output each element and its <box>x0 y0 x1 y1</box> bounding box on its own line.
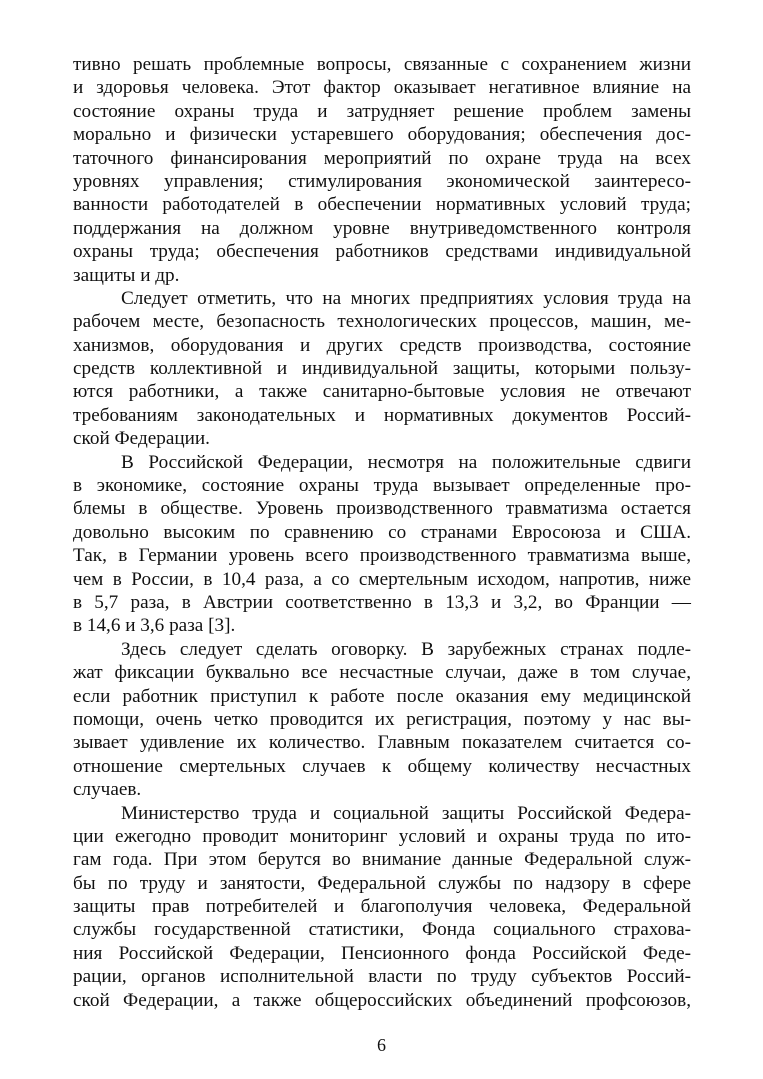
text-line: бы по труду и занятости, Федеральной службы по надзору в сфере <box>73 872 691 894</box>
text-line: В Российской Федерации, несмотря на положительные сдвиги <box>121 451 691 473</box>
text-line: в 14,6 и 3,6 раза [3]. <box>73 615 236 637</box>
text-line: ской Федерации. <box>73 428 210 450</box>
text-line: жат фиксации буквально все несчастные случаи, даже в том случае, <box>73 662 691 684</box>
text-line: блемы в обществе. Уровень производственного травматизма остается <box>73 498 691 520</box>
text-line: зывает удивление их количество. Главным показателем считается со- <box>73 732 691 754</box>
text-line: тивно решать проблемные вопросы, связанные с сохранением жизни <box>73 54 691 75</box>
text-line: ются работники, а также санитарно-бытовые условия не отвечают <box>73 381 691 403</box>
text-line: если работник приступил к работе после оказания ему медицинской <box>73 685 691 707</box>
text-line: ванности работодателей в обеспечении нормативных условий труда; <box>73 194 691 216</box>
text-line: таточного финансирования мероприятий по охране труда на всех <box>73 147 691 169</box>
text-line: ции ежегодно проводит мониторинг условий и охраны труда по ито- <box>73 825 691 847</box>
text-line: ханизмов, оборудования и других средств производства, состояние <box>73 334 691 356</box>
text-line: помощи, очень четко проводится их регистрация, поэтому у нас вы- <box>73 708 691 730</box>
text-line: Следует отметить, что на многих предприятиях условия труда на <box>121 287 691 309</box>
text-line: ской Федерации, а также общероссийских объединений профсоюзов, <box>73 989 691 1011</box>
text-line: защиты прав потребителей и благополучия человека, Федеральной <box>73 896 691 918</box>
text-line: охраны труда; обеспечения работников средствами индивидуальной <box>73 241 691 263</box>
text-line: Министерство труда и социальной защиты Российской Федера- <box>121 802 691 824</box>
text-line: чем в России, в 10,4 раза, а со смертельным исходом, напротив, ниже <box>73 568 691 590</box>
text-line: рации, органов исполнительной власти по труду субъектов Россий- <box>73 966 691 988</box>
paragraph <box>73 638 691 802</box>
text-line: уровнях управления; стимулирования экономической заинтересо- <box>73 170 691 192</box>
text-line: средств коллективной и индивидуальной защиты, которыми пользу- <box>73 358 691 380</box>
paragraph <box>73 53 691 287</box>
text-line: поддержания на должном уровне внутриведомственного контроля <box>73 217 691 239</box>
text-line: Здесь следует сделать оговорку. В зарубежных странах подле- <box>121 638 691 660</box>
text-line: случаев. <box>73 779 142 801</box>
text-line: и здоровья человека. Этот фактор оказывает негативное влияние на <box>73 77 691 99</box>
text-line: морально и физически устаревшего оборудования; обеспечения дос- <box>73 124 691 146</box>
text-line: довольно высоким по сравнению со странами Евросоюза и США. <box>73 521 691 543</box>
text-line: рабочем месте, безопасность технологических процессов, машин, ме- <box>73 311 691 333</box>
paragraph <box>73 451 691 638</box>
text-line: отношение смертельных случаев к общему количеству несчастных <box>73 755 691 777</box>
text-line: службы государственной статистики, Фонда социального страхова- <box>73 919 691 941</box>
text-line: гам года. При этом берутся во внимание данные Федеральной служ- <box>73 849 691 871</box>
text-line: в экономике, состояние охраны труда вызывает определенные про- <box>73 475 691 497</box>
body-text <box>73 53 691 1012</box>
page-number: 6 <box>377 1035 386 1055</box>
text-line: в 5,7 раза, в Австрии соответственно в 13,3 и 3,2, во Франции — <box>73 591 691 613</box>
text-line: Так, в Германии уровень всего производственного травматизма выше, <box>73 545 691 567</box>
text-line: ния Российской Федерации, Пенсионного фонда Российской Феде- <box>73 942 691 964</box>
text-line: защиты и др. <box>73 264 180 286</box>
paragraph <box>73 287 691 451</box>
text-line: требованиям законодательных и нормативных документов Россий- <box>73 404 691 426</box>
paragraph <box>73 802 691 1013</box>
text-line: состояние охраны труда и затрудняет решение проблем замены <box>73 100 691 122</box>
